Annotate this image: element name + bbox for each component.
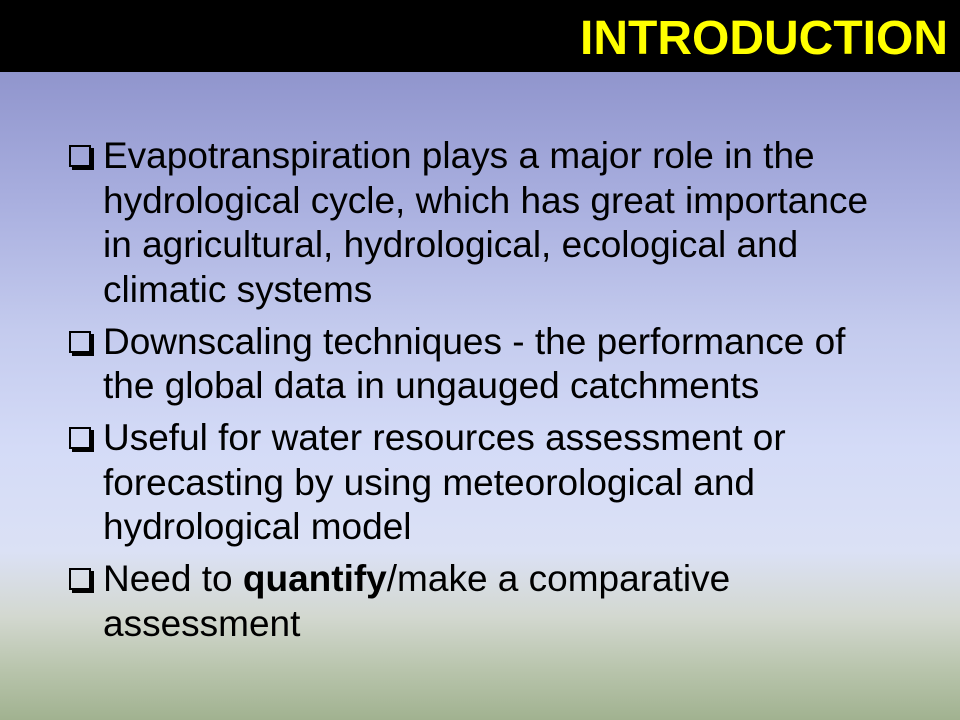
square-bullet-icon (69, 145, 91, 167)
square-bullet-icon (69, 427, 91, 449)
bullet-text: Downscaling techniques - the performance of the global data in ungauged catchments (103, 320, 846, 406)
square-bullet-icon (69, 568, 91, 590)
bullet-item (0, 134, 879, 312)
bullet-item (0, 557, 879, 646)
title-bar (0, 0, 960, 72)
bullet-text: Useful for water resources assessment or forecasting by using meteorological and hydrological model (103, 417, 786, 547)
bullet-text: Evapotranspiration plays a major role in the hydrological cycle, which has great importance in agricultural, hydrological, ecological and climatic systems (103, 135, 869, 310)
bullet-item (0, 416, 879, 550)
bullet-text-lead: Need to (103, 558, 243, 599)
slide-body (0, 72, 960, 720)
slide-title: INTRODUCTION (580, 12, 948, 65)
emphasis-text: quantify (242, 558, 387, 599)
bullet-list (0, 134, 879, 654)
square-bullet-icon (69, 331, 91, 353)
bullet-item (0, 320, 879, 409)
bullet-text-tail: /make a comparative assessment (103, 558, 731, 644)
